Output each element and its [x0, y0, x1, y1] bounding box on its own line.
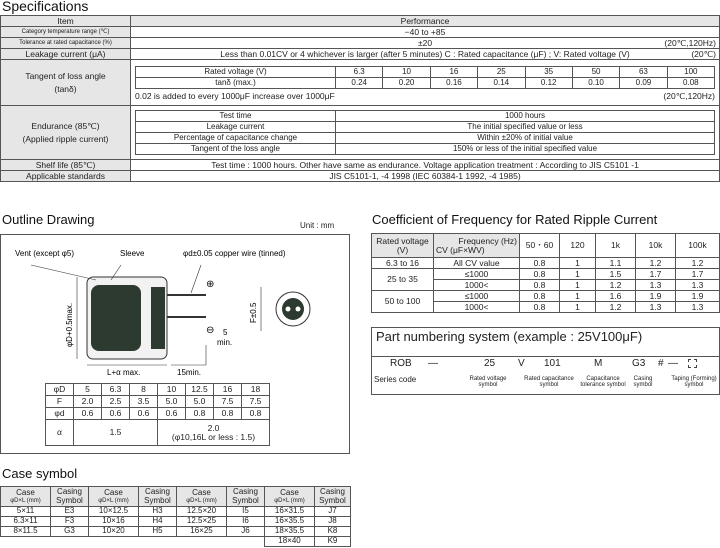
dim-cell: 5.0 — [158, 396, 186, 408]
pn-code: 101 — [544, 358, 561, 369]
cf-rv-header: Rated voltage (V) — [372, 234, 434, 258]
tan-max: 0.10 — [572, 78, 619, 89]
end-inner-table — [135, 110, 715, 155]
tan-note-row — [135, 92, 715, 101]
cat-val: −40 to +85 — [131, 27, 720, 38]
tan-max: 0.20 — [383, 78, 430, 89]
leak-cond: (20℃) — [691, 48, 716, 59]
cs-head-sym — [315, 487, 351, 507]
dim-cell: 0.6 — [74, 408, 102, 420]
wire-label: φd±0.05 copper wire (tinned) — [183, 249, 286, 258]
cf-val: 1.3 — [676, 280, 720, 291]
plus-icon: ⊕ — [206, 279, 215, 290]
dim-cell: 7.5 — [214, 396, 242, 408]
dim-cell: 7.5 — [242, 396, 270, 408]
hdr-item: Item — [1, 16, 131, 27]
tan-rv: 63 — [620, 67, 667, 78]
dim-cell: 10 — [158, 384, 186, 396]
cs-h1: Case — [280, 488, 299, 498]
f05-label: F±0.5 — [249, 302, 258, 323]
cs-head-case — [177, 487, 227, 507]
pn-code: # — [658, 358, 664, 369]
cs-cell: G3 — [51, 527, 89, 537]
dim-cell: 2.5 — [102, 396, 130, 408]
tan-max-label: tanδ (max.) — [136, 78, 336, 89]
cs-h1: Case — [192, 488, 211, 498]
cf-val: 1.3 — [636, 302, 676, 313]
cs-cell: 10×12.5 — [89, 507, 139, 517]
pn-placeholder-box — [688, 359, 697, 368]
cf-val: 1 — [560, 280, 596, 291]
end-val: 1000 hours — [336, 111, 715, 122]
cs-cell: 18×35.5 — [265, 527, 315, 537]
pn-divider — [372, 356, 719, 357]
wire-leader — [191, 265, 201, 293]
tol-cond: (20℃,120Hz) — [664, 37, 716, 48]
cf-val: 0.8 — [520, 280, 560, 291]
pn-code: 25 — [484, 358, 496, 369]
cf-val: 1.5 — [596, 269, 636, 280]
dim-cell: φd — [46, 408, 74, 420]
tan-rv: 6.3 — [336, 67, 383, 78]
dim-cell: φD — [46, 384, 74, 396]
cs-cell: 16×25 — [177, 527, 227, 537]
cf-val: 1.2 — [636, 258, 676, 269]
end-key: Test time — [136, 111, 336, 122]
tan-max: 0.08 — [667, 78, 714, 89]
cf-cv-val: ≤1000 — [434, 291, 520, 302]
end-view-pin — [286, 307, 291, 312]
cf-freq-col: 1k — [596, 234, 636, 258]
pn-code: — — [668, 358, 678, 369]
cs-head-sym — [51, 487, 89, 507]
cf-val: 1 — [560, 291, 596, 302]
dim-cell: 0.8 — [186, 408, 214, 420]
cs-h1b: φD×L (mm) — [186, 497, 217, 504]
cs-head-sym — [139, 487, 177, 507]
tan-rv: 25 — [478, 67, 525, 78]
cs-h1b: φD×L (mm) — [274, 497, 305, 504]
cf-val: 1.1 — [596, 258, 636, 269]
cs-cell: E3 — [51, 507, 89, 517]
shelf-label: Shelf life (85℃) — [1, 160, 131, 171]
cf-cv-val: 1000< — [434, 302, 520, 313]
cs-cell: I6 — [227, 517, 265, 527]
cs-h2b: Symbol — [232, 495, 259, 505]
sleeve-label: Sleeve — [120, 249, 145, 258]
cs-h2: Casing — [145, 487, 170, 497]
std-label: Applicable standards — [1, 171, 131, 182]
tol-cell — [131, 38, 720, 49]
cf-val: 1.9 — [676, 291, 720, 302]
cs-empty — [1, 537, 265, 547]
end-key: Percentage of capacitance change — [136, 133, 336, 144]
cf-title: Coefficient of Frequency for Rated Ripple Current — [372, 212, 658, 227]
min5b-label: min. — [217, 338, 233, 347]
min15-label: 15min. — [177, 368, 202, 377]
outline-title: Outline Drawing — [2, 212, 95, 227]
dim-cell: 6.3 — [102, 384, 130, 396]
pn-code: — — [428, 358, 438, 369]
pn-label: Rated capacitance symbol — [524, 376, 574, 388]
part-numbering-box — [371, 327, 720, 395]
alpha-label: α — [46, 420, 74, 446]
cf-val: 1 — [560, 258, 596, 269]
cf-rv: 6.3 to 16 — [372, 258, 434, 269]
tan-rv: 50 — [572, 67, 619, 78]
cs-h2: Casing — [233, 487, 258, 497]
tan-label2: (tanδ) — [54, 83, 77, 94]
tol-val: ±20 — [417, 37, 433, 48]
dim-cell: 3.5 — [130, 396, 158, 408]
cs-cell: 18×40 — [265, 537, 315, 547]
cs-cell: J8 — [315, 517, 351, 527]
tan-rv: 35 — [525, 67, 572, 78]
dim-cell: F — [46, 396, 74, 408]
end-label2: (Applied ripple current) — [22, 133, 109, 144]
cs-cell: J6 — [227, 527, 265, 537]
dim-cell: 2.0 — [74, 396, 102, 408]
specifications-table — [0, 15, 720, 182]
tan-note: 0.02 is added to every 1000μF increase over 1000μF — [135, 91, 335, 102]
dim-cell: 0.8 — [214, 408, 242, 420]
vent-label: Vent (except φ5) — [15, 249, 74, 258]
std-val: JIS C5101-1, -4 1998 (IEC 60384-1 1992, -4 1985) — [131, 171, 720, 182]
tan-rv-label: Rated voltage (V) — [136, 67, 336, 78]
cf-cv-val: 1000< — [434, 280, 520, 291]
cs-cell: 6.3×11 — [1, 517, 51, 527]
cf-val: 1.2 — [596, 280, 636, 291]
vent-leader — [31, 265, 96, 280]
cs-h1b: φD×L (mm) — [98, 497, 129, 504]
pn-title: Part numbering system (example : 25V100μF) — [376, 329, 643, 344]
leak-cell — [131, 49, 720, 60]
cs-cell: 12.5×20 — [177, 507, 227, 517]
capacitor-stripe — [151, 287, 165, 349]
frequency-coefficient-table — [371, 233, 720, 313]
dim-cell: 0.6 — [130, 408, 158, 420]
cf-val: 0.8 — [520, 302, 560, 313]
cf-freq-col: 10k — [636, 234, 676, 258]
cf-val: 1.7 — [636, 269, 676, 280]
dmax-label: φD+0.5max. — [65, 302, 74, 347]
end-cell — [131, 106, 720, 160]
cs-cell: H5 — [139, 527, 177, 537]
cs-cell: H3 — [139, 507, 177, 517]
minus-icon: ⊖ — [206, 325, 215, 336]
cf-freq-col: 50・60 — [520, 234, 560, 258]
cs-cell: 12.5×25 — [177, 517, 227, 527]
tan-label-cell — [1, 60, 131, 106]
cf-val: 0.8 — [520, 291, 560, 302]
cs-h1: Case — [16, 488, 35, 498]
pn-code: G3 — [632, 358, 646, 369]
cs-cell: K8 — [315, 527, 351, 537]
dim-cell: 12.5 — [186, 384, 214, 396]
dim-cell: 0.8 — [242, 408, 270, 420]
dim-cell: 0.6 — [102, 408, 130, 420]
cs-h2b: Symbol — [319, 495, 346, 505]
cf-rv: 25 to 35 — [372, 269, 434, 291]
tan-rv: 10 — [383, 67, 430, 78]
tan-cell — [131, 60, 720, 106]
outline-unit: Unit : mm — [300, 221, 335, 230]
cs-head-case — [89, 487, 139, 507]
dim-cell: 5.0 — [186, 396, 214, 408]
cf-freq-col: 120 — [560, 234, 596, 258]
cf-val: 1.3 — [636, 280, 676, 291]
pn-code: M — [594, 358, 603, 369]
cs-cell: J7 — [315, 507, 351, 517]
cf-val: 1.2 — [676, 258, 720, 269]
cs-head-sym — [227, 487, 265, 507]
alpha-b: 2.0 — [207, 422, 220, 433]
cf-val: 1 — [560, 269, 596, 280]
case-symbol-table — [0, 486, 351, 547]
cf-val: 1.6 — [596, 291, 636, 302]
end-val: 150% or less of the initial specified value — [336, 144, 715, 155]
cf-val: 1.2 — [596, 302, 636, 313]
cf-val: 1.7 — [676, 269, 720, 280]
alpha-b2: (φ10,16L or less : 1.5) — [171, 431, 256, 442]
tan-max: 0.12 — [525, 78, 572, 89]
cs-h2b: Symbol — [144, 495, 171, 505]
end-val: The initial specified value or less — [336, 122, 715, 133]
cs-h2: Casing — [320, 487, 345, 497]
tan-max: 0.24 — [336, 78, 383, 89]
cf-cv-val: All CV value — [434, 258, 520, 269]
shelf-val: Test time : 1000 hours. Other have same as endurance. Voltage application treatment : According to JIS C5101 -1 — [131, 160, 720, 171]
cs-cell: 8×11.5 — [1, 527, 51, 537]
end-view-pin — [296, 307, 301, 312]
cs-cell: K9 — [315, 537, 351, 547]
end-key: Tangent of the loss angle — [136, 144, 336, 155]
pn-label: Casing symbol — [633, 376, 653, 388]
leak-val: Less than 0.01CV or 4 whichever is larger (after 5 minutes) C : Rated capacitance (μF) ; V: Rated voltage (V) — [220, 48, 630, 59]
cf-cv: CV (μF×WV) — [436, 244, 485, 255]
cs-h2b: Symbol — [56, 495, 83, 505]
dim-cell: 18 — [242, 384, 270, 396]
tan-max: 0.09 — [620, 78, 667, 89]
spec-title: Specifications — [2, 0, 89, 14]
end-label-cell — [1, 106, 131, 160]
cs-cell: 16×31.5 — [265, 507, 315, 517]
cs-h2: Casing — [57, 487, 82, 497]
cs-h1b: φD×L (mm) — [10, 497, 41, 504]
pn-label: Series code — [374, 375, 417, 384]
tan-max: 0.16 — [430, 78, 477, 89]
end-key: Leakage current — [136, 122, 336, 133]
cs-cell: F3 — [51, 517, 89, 527]
cat-label: Category temperature range (℃) — [1, 27, 131, 38]
end-val: Within ±20% of initial value — [336, 133, 715, 144]
tan-label: Tangent of loss angle — [25, 70, 106, 81]
cf-rv: 50 to 100 — [372, 291, 434, 313]
tan-inner-table — [135, 66, 715, 89]
cs-head-case — [1, 487, 51, 507]
cf-val: 0.8 — [520, 258, 560, 269]
l-alpha-label: L+α max. — [107, 368, 141, 377]
tan-rv: 100 — [667, 67, 714, 78]
min5a-label: 5 — [223, 328, 228, 337]
alpha-a: 1.5 — [74, 420, 158, 446]
cs-h1: Case — [104, 488, 123, 498]
cs-cell: I5 — [227, 507, 265, 517]
pn-code: V — [518, 358, 525, 369]
cf-freq-cv-header — [434, 234, 520, 258]
cf-freq: Frequency (Hz) — [458, 235, 517, 246]
tan-cond: (20℃,120Hz) — [663, 91, 715, 102]
pn-label: Rated voltage symbol — [469, 376, 507, 388]
dim-cell: 5 — [74, 384, 102, 396]
cs-cell: 10×20 — [89, 527, 139, 537]
dim-cell: 0.6 — [158, 408, 186, 420]
capacitor-sleeve-dark — [91, 285, 141, 351]
cs-cell: 5×11 — [1, 507, 51, 517]
tan-max: 0.14 — [478, 78, 525, 89]
dim-cell: 8 — [130, 384, 158, 396]
tol-label: Tolerance at rated capacitance (%) — [1, 38, 131, 49]
cs-title: Case symbol — [2, 466, 78, 481]
cf-cv-val: ≤1000 — [434, 269, 520, 280]
cf-val: 1.9 — [636, 291, 676, 302]
cs-cell: 16×35.5 — [265, 517, 315, 527]
cs-cell: H4 — [139, 517, 177, 527]
cf-val: 1.3 — [676, 302, 720, 313]
end-label: Endurance (85℃) — [31, 120, 100, 131]
cs-head-case — [265, 487, 315, 507]
dim-cell: 16 — [214, 384, 242, 396]
dimension-table — [45, 383, 270, 446]
cf-val: 1 — [560, 302, 596, 313]
cf-val: 0.8 — [520, 269, 560, 280]
tan-rv: 16 — [430, 67, 477, 78]
pn-label: Taping (Forming) symbol — [671, 376, 717, 388]
cs-cell: 10×16 — [89, 517, 139, 527]
end-view-inner — [282, 298, 304, 320]
alpha-b-cell — [158, 420, 270, 446]
cf-freq-col: 100k — [676, 234, 720, 258]
pn-label: Capacitance tolerance symbol — [580, 376, 626, 388]
hdr-perf: Performance — [131, 16, 720, 27]
leak-label: Leakage current (μA) — [1, 49, 131, 60]
pn-code: ROB — [390, 358, 412, 369]
